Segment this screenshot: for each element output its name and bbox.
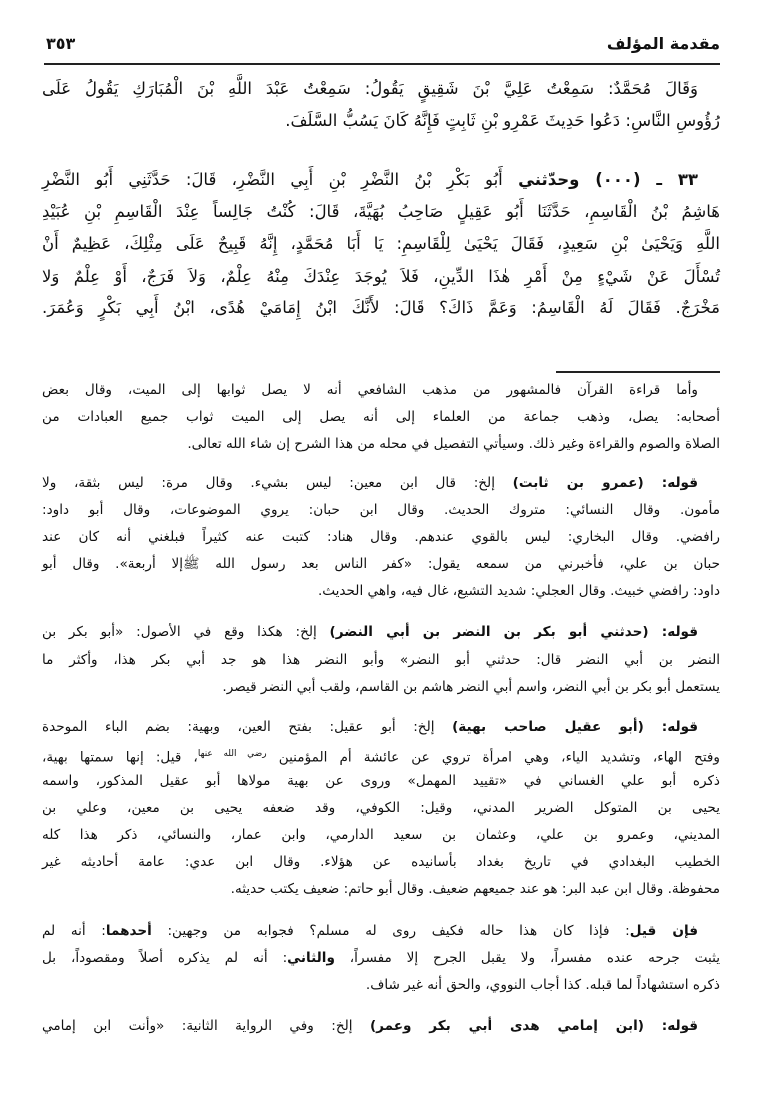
text-line: هَاشِمُ بْنُ الْقَاسِمِ، حَدَّثَنَا أَبُو عَقِيلٍ صَاحِبُ بُهَيَّةَ، قَالَ: كُنْتُ جَالِساً عِنْدَ الْقَاسِمِ بْنِ عُبَيْدِ: [42, 202, 720, 221]
header-rule: [44, 63, 720, 65]
text-line: رُؤُوسِ النَّاسِ: دَعُوا حَدِيثَ عَمْرِو بْنِ ثَابِتٍ فَإِنَّهُ كَانَ يَسُبُّ السَّلَفَ.: [285, 111, 720, 130]
footnote-line: ذكره أبو علي الغساني في «تقييد المهمل» وروى عن بهية مولاها أبو عقيل المذكور، واسمه: [42, 773, 720, 789]
footnote-line: رافضي. وقال البخاري: ليس بالقوي عندهم. وقال هناد: كتبت عنه كثيراً فبلغني أنه كان عند: [42, 529, 720, 545]
footnote-line: [42, 470, 720, 496]
lemma: قوله: (حدثني أبو بكر بن النضر بن أبي النضر): [329, 624, 698, 640]
lemma: قوله: (أبو عقيل صاحب بهية): [452, 719, 698, 735]
footnote-line: يستعمل أبو بكر بن أبي النضر، واسم أبي النضر هاشم بن القاسم، ولقب أبي النضر قيصر.: [222, 679, 720, 695]
footnote-line: أصحابه: يصل، وذهب جماعة من العلماء إلى أنه يصل إلى الميت ثواب جميع العبادات من: [42, 409, 720, 425]
footnote-line: [42, 741, 720, 767]
lemma: قوله: (عمرو بن ثابت): [512, 475, 698, 491]
footnote-line: يحيى بن المتوكل الضرير المدني، وقيل: الكوفي، وقد ضعفه يحيى بن معين، وعلي بن: [42, 800, 720, 816]
footnote-line: [42, 619, 720, 645]
page-number: ٣٥٣: [46, 34, 76, 53]
footnote-line: ذكره استشهاداً لما قبله. كذا أجاب النووي، والحق أنه غير شاف.: [365, 977, 720, 993]
footnote-line: [42, 551, 720, 577]
footnote-line: [42, 1013, 720, 1039]
lemma: قوله: (ابن إمامي هدى أبي بكر وعمر): [369, 1018, 698, 1034]
lemma: فإن قيل: [629, 923, 698, 939]
text-segment: ، قيل: إنها سمتها بهية،: [42, 749, 198, 766]
text-segment: إلخ: قال ابن معين: ليس بشيء. وقال مرة: ليس بثقة، ولا: [42, 475, 513, 491]
footnote-line: وأما قراءة القرآن فالمشهور من مذهب الشافعي أنه لا يصل ثوابها إلى الميت، وقال بعض: [42, 382, 698, 398]
running-title: مقدمة المؤلف: [606, 34, 720, 53]
text-segment: أَبُو بَكْرِ بْنُ النَّضْرِ بْنِ أَبِي النَّضْرِ، قَالَ: حَدَّثَنِي أَبُو النَّضْرِ: [42, 170, 519, 189]
footnote-line: [42, 945, 720, 971]
text-segment: : فإذا كان هذا حاله فكيف روى له مسلم؟ فجوابه من وجهين:: [151, 923, 630, 939]
footnote-line: النضر بن أبي النضر قال: حدثني أبو النضر» وأبو النضر هذا هو جد أبي بكر هذا، وأكثر ما: [42, 652, 720, 668]
text-segment: يثبت جرحه عنده مفسراً، ولا يقبل الجرح إلا مفسراً،: [334, 950, 720, 966]
radiya-honorific: رضي الله عنها: [197, 749, 267, 759]
text-line: اللَّهِ وَيَحْيَىٰ بْنِ سَعِيدٍ، فَقَالَ يَحْيَىٰ لِلْقَاسِمِ: يَا أَبَا مُحَمَّدٍ، إِنَّهُ قَبِيحٌ عَلَى مِثْلِكَ، عَظِيمٌ أَنْ: [42, 234, 720, 253]
footnote-line: [42, 714, 720, 740]
footnote-line: المديني، وعمرو بن علي، وعثمان بن سعيد الدارمي، وابن عمار، والنسائي، ذكر هذا كله: [42, 827, 720, 843]
footnote-line: الصلاة والصوم والقراءة وغير ذلك. وسيأتي التفصيل في محله من هذا الشرح إن شاء الله تعالى.: [187, 436, 720, 452]
footnote-line: محفوظة. وقال ابن عبد البر: هو عند جميعهم ضعيف. وقال أبو حاتم: ضعيف يكتب حديثه.: [230, 881, 720, 897]
text-segment: : أنه لم يذكره أصلاً ومقصوداً، بل: [42, 950, 288, 966]
footnote-line: الخطيب البغدادي في تاريخ بغداد بأسانيده عن هؤلاء. وقال ابن عدي: عامة أحاديثه غير: [42, 854, 720, 870]
text-segment: إلخ: هكذا وقع في الأصول: «أبو بكر بن: [42, 624, 330, 640]
text-segment: حبان بن علي، فأخبرني من سمعه يقول: «كفر الناس بعد رسول الله: [215, 556, 721, 572]
hadith-lead: وحدّثني: [518, 170, 580, 189]
text-segment: إلخ: وفي الرواية الثانية: «وأنت ابن إمامي: [42, 1018, 370, 1034]
salawat-honorific: ﷺ: [183, 556, 200, 572]
text-line: تُسْأَلَ عَنْ شَيْءٍ مِنْ أَمْرِ هٰذَا الدِّينِ، فَلاَ يُوجَدَ عِنْدَكَ مِنْهُ عِلْمٌ، وَلاَ فَرَجٌ، أَوْ عِلْمٌ وَلا: [42, 267, 720, 286]
point-label: أحدهما: [105, 923, 152, 939]
footnote-line: داود: رافضي خبيث. وقال العجلي: شديد التشيع، غال فيه، واهي الحديث.: [317, 583, 720, 599]
text-line: [42, 165, 720, 195]
footnote-line: مأمون. وقال النسائي: متروك الحديث. وقال ابن حبان: يروي الموضوعات، وقال أبو داود:: [42, 502, 720, 518]
text-segment: إلا أربعة». وقال أبو: [42, 556, 184, 572]
text-line: مَخْرَجٌ. فَقَالَ لَهُ الْقَاسِمُ: وَعَمَّ ذَاكَ؟ قَالَ: لأَنَّكَ ابْنُ إِمَامَيْ هُدًى، ابْنُ أَبِي بَكْرٍ وَعُمَرَ.: [42, 298, 720, 317]
point-label: والثاني: [287, 950, 335, 966]
footnote-line: [42, 918, 720, 944]
text-line: وَقَالَ مُحَمَّدٌ: سَمِعْتُ عَلِيَّ بْنَ شَقِيقٍ يَقُولُ: سَمِعْتُ عَبْدَ اللَّهِ بْنَ الْمُبَارَكِ يَقُولُ عَلَى: [42, 79, 698, 98]
text-segment: وفتح الهاء، وتشديد الياء، وهي امرأة تروي عن عائشة أم المؤمنين: [278, 749, 720, 766]
text-segment: : أنه لم: [42, 923, 106, 939]
hadith-number: ٣٣ ـ (٠٠٠): [579, 170, 698, 189]
footnote-rule: [556, 371, 720, 373]
text-segment: إلخ: أبو عقيل: بفتح العين، وبهية: بضم الباء الموحدة: [42, 719, 453, 735]
